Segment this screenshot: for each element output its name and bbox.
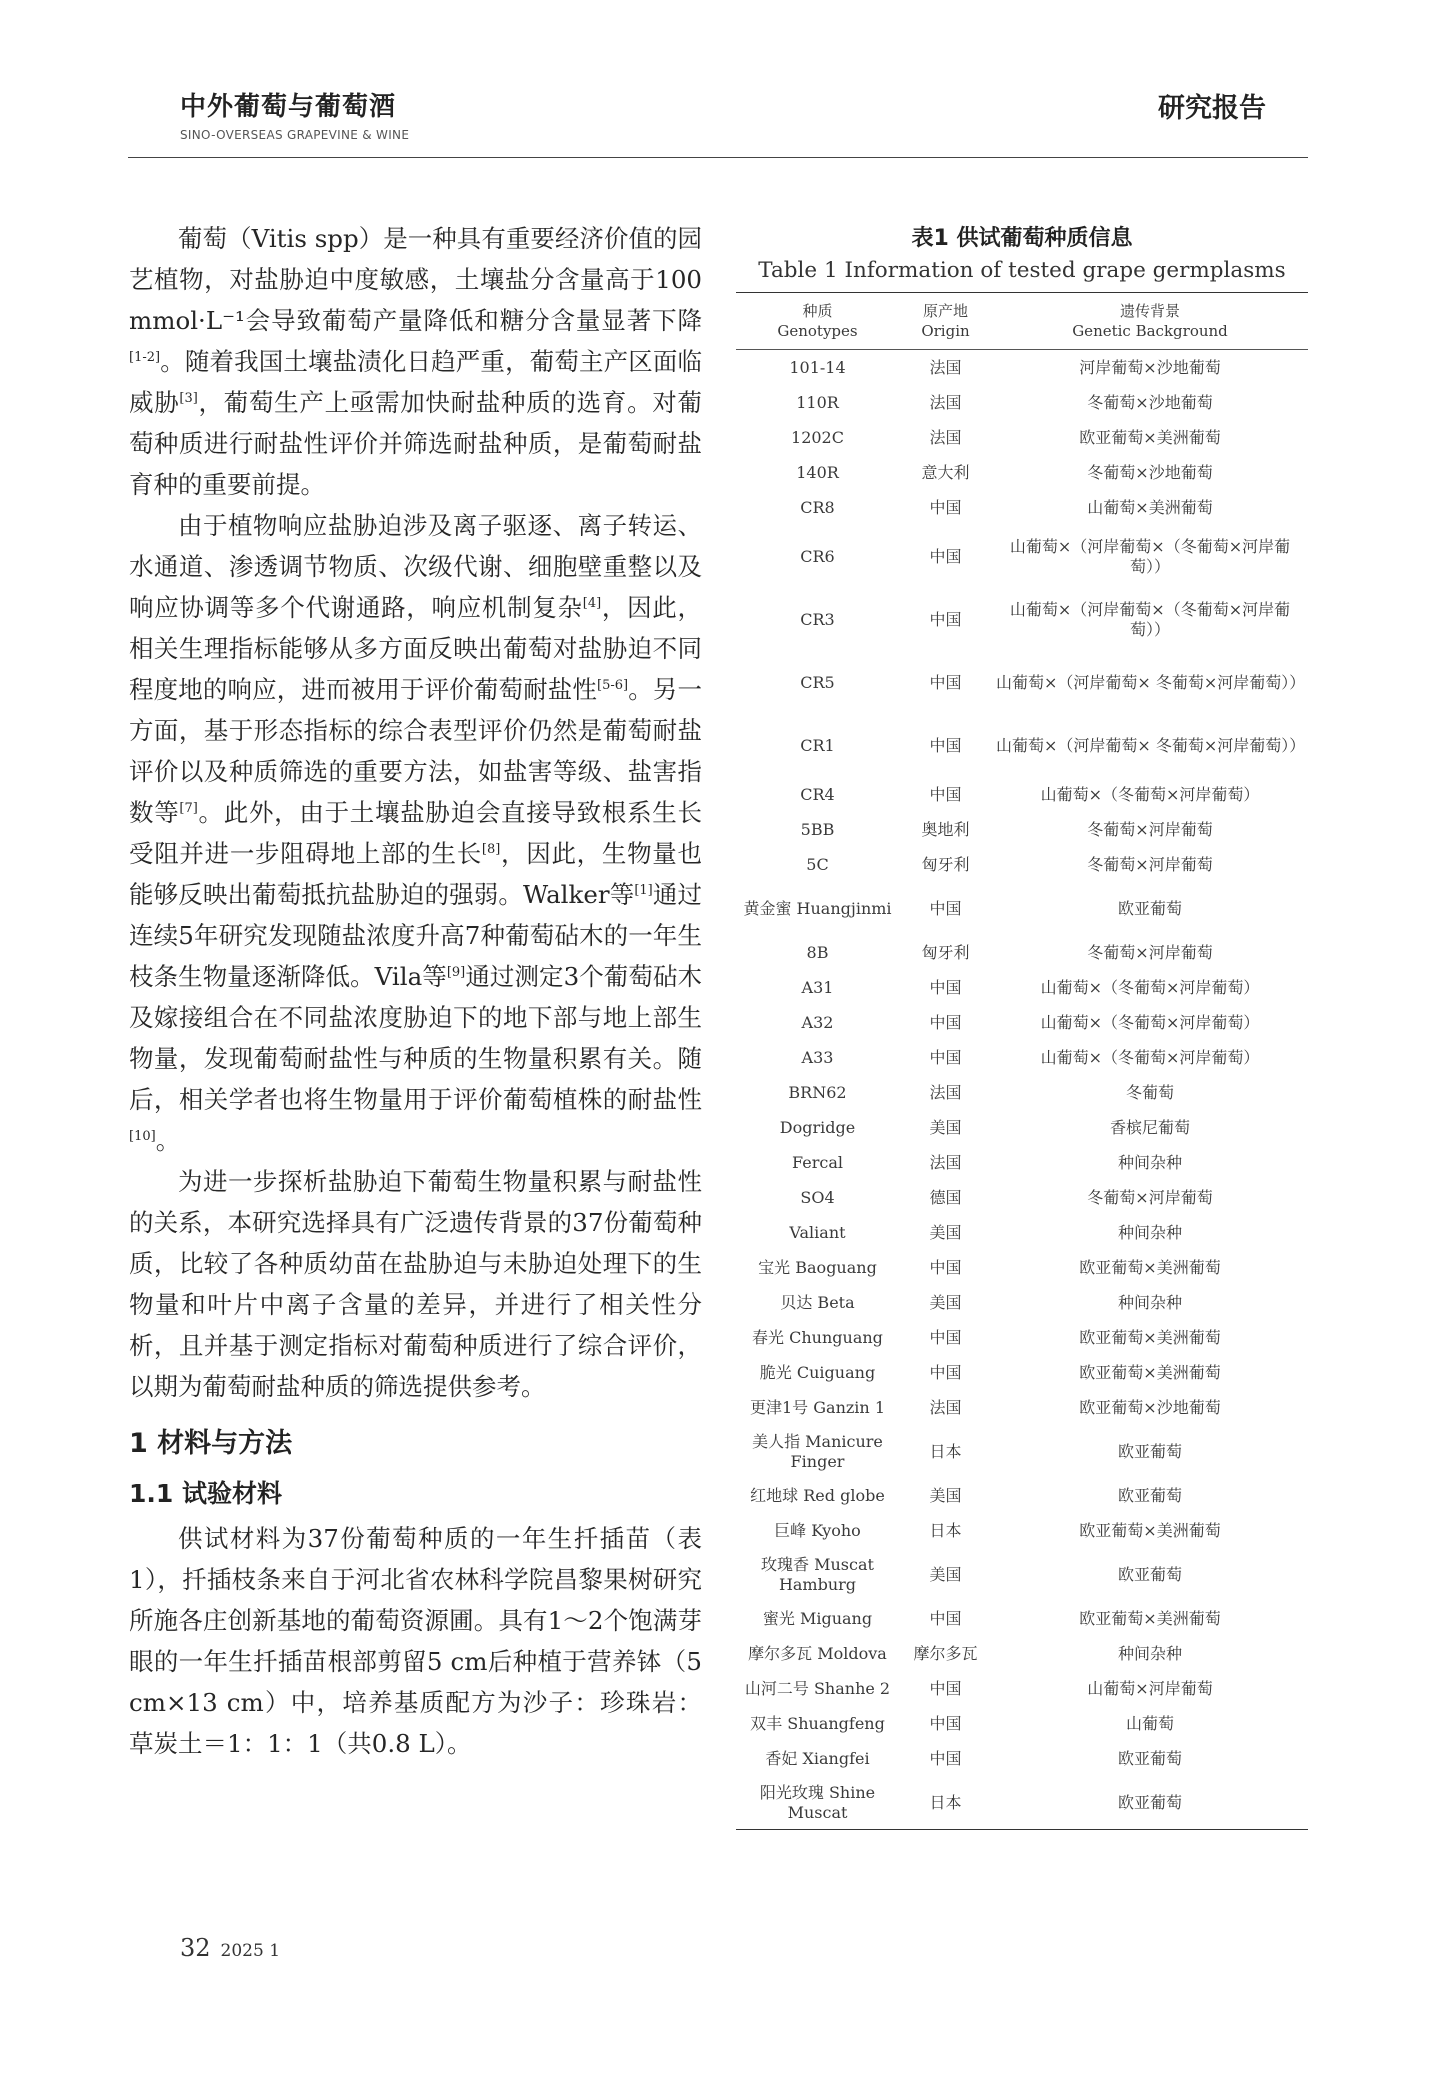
table-row (736, 651, 1308, 714)
cell-origin: 日本 (929, 1792, 962, 1812)
paragraph-materials: 供试材料为37份葡萄种质的一年生扦插苗（表1），扦插枝条来自于河北省农林科学院昌黎果树研究所施各庄创新基地的葡萄资源圃。具有1～2个饱满芽眼的一年生扦插苗根部剪留5 cm后种植于营养钵（5 cm×13 cm）中，培养基质配方为沙子：珍珠岩：草炭土＝1：1：1（共0.8 L）。 (129, 1524, 702, 1758)
cell-origin: 中国 (929, 1327, 962, 1347)
table-row (736, 1040, 1308, 1075)
cell-genotype: CR1 (800, 735, 835, 755)
cell-origin: 美国 (929, 1222, 962, 1242)
cell-background: 山葡萄×河岸葡萄 (1087, 1678, 1213, 1698)
table-body (736, 350, 1308, 1830)
cell-background: 冬葡萄×沙地葡萄 (1087, 392, 1213, 412)
subsection-heading: 1.1 试验材料 (129, 1479, 282, 1508)
table-row (736, 455, 1308, 490)
header-genotypes-en: Genotypes (777, 322, 858, 340)
cell-genotype: 双丰 Shuangfeng (750, 1713, 885, 1733)
cell-origin: 法国 (929, 427, 962, 447)
cell-genotype: 摩尔多瓦 Moldova (748, 1643, 887, 1663)
table-row (736, 935, 1308, 970)
header-origin-cn: 原产地 (922, 302, 968, 320)
cell-genotype: 5C (806, 854, 829, 874)
cell-origin: 匈牙利 (921, 854, 970, 874)
table-row (736, 1075, 1308, 1110)
cell-background: 欧亚葡萄×沙地葡萄 (1079, 1397, 1221, 1417)
cell-background: 欧亚葡萄×美洲葡萄 (1079, 1257, 1221, 1277)
table-row (736, 385, 1308, 420)
cell-genotype: 巨峰 Kyoho (774, 1520, 861, 1540)
cell-origin: 中国 (929, 1608, 962, 1628)
body-column (129, 218, 702, 1764)
table-bottom-rule (736, 1829, 1308, 1830)
cell-origin: 中国 (929, 1713, 962, 1733)
cell-origin: 法国 (929, 357, 962, 377)
cell-genotype: 101-14 (789, 357, 846, 377)
cell-origin: 美国 (929, 1292, 962, 1312)
table-row (736, 1215, 1308, 1250)
cell-origin: 中国 (929, 497, 962, 517)
cell-background: 山葡萄×（河岸葡萄× 冬葡萄×河岸葡萄）） (996, 672, 1306, 692)
cell-origin: 美国 (929, 1117, 962, 1137)
header-origin (899, 293, 992, 350)
cell-origin: 日本 (929, 1520, 962, 1540)
table-row (736, 1005, 1308, 1040)
cell-genotype: 5BB (800, 819, 835, 839)
cell-background: 冬葡萄×河岸葡萄 (1087, 854, 1213, 874)
cell-background: 山葡萄×（冬葡萄×河岸葡萄） (1040, 1012, 1260, 1032)
journal-title-en: SINO-OVERSEAS GRAPEVINE & WINE (180, 128, 410, 142)
table-row (736, 1110, 1308, 1145)
cell-origin: 法国 (929, 1082, 962, 1102)
table-row (736, 1671, 1308, 1706)
cell-genotype: 春光 Chunguang (752, 1327, 883, 1347)
section-heading: 1 材料与方法 (129, 1428, 293, 1459)
table-row (736, 1513, 1308, 1548)
cell-genotype: CR6 (800, 546, 835, 566)
cell-genotype: SO4 (800, 1187, 835, 1207)
cell-genotype: 宝光 Baoguang (758, 1257, 877, 1277)
cell-origin: 美国 (929, 1564, 962, 1584)
cell-genotype: 蜜光 Miguang (762, 1608, 873, 1628)
cell-origin: 法国 (929, 1397, 962, 1417)
cell-background: 欧亚葡萄×美洲葡萄 (1079, 427, 1221, 447)
cell-genotype: 阳光玫瑰 Shine Muscat (759, 1782, 876, 1822)
table-container (736, 222, 1308, 1830)
cell-background: 山葡萄×（河岸葡萄×（冬葡萄×河岸葡萄）） (1009, 536, 1291, 576)
table-title-cn: 表1 供试葡萄种质信息 (911, 226, 1133, 251)
cell-origin: 中国 (929, 672, 962, 692)
cell-origin: 匈牙利 (921, 942, 970, 962)
cell-background: 山葡萄×（河岸葡萄× 冬葡萄×河岸葡萄）） (996, 735, 1306, 755)
cell-background: 山葡萄×（冬葡萄×河岸葡萄） (1040, 1047, 1260, 1067)
cell-background: 冬葡萄×河岸葡萄 (1087, 1187, 1213, 1207)
cell-genotype: 美人指 Manicure Finger (752, 1431, 883, 1471)
cell-background: 欧亚葡萄 (1117, 1441, 1182, 1461)
cell-origin: 中国 (929, 898, 962, 918)
cell-genotype: BRN62 (788, 1082, 847, 1102)
header-background-cn: 遗传背景 (1119, 302, 1180, 320)
cell-origin: 美国 (929, 1485, 962, 1505)
cell-background: 种间杂种 (1117, 1152, 1182, 1172)
page-number: 32 (180, 1934, 211, 1962)
cell-genotype: CR3 (800, 609, 835, 629)
cell-background: 山葡萄×（冬葡萄×河岸葡萄） (1040, 977, 1260, 997)
cell-genotype: 脆光 Cuiguang (759, 1362, 876, 1382)
table-row (736, 490, 1308, 525)
table-row (736, 882, 1308, 935)
section-tag: 研究报告 (1158, 93, 1266, 124)
cell-genotype: 8B (806, 942, 829, 962)
cell-background: 欧亚葡萄 (1117, 1564, 1182, 1584)
header-genetic-background (992, 293, 1308, 350)
header-origin-en: Origin (921, 322, 970, 340)
cell-background: 山葡萄×美洲葡萄 (1087, 497, 1213, 517)
journal-title-cn: 中外葡萄与葡萄酒 (180, 92, 397, 122)
cell-background: 冬葡萄 (1125, 1082, 1174, 1102)
table-row (736, 970, 1308, 1005)
cell-genotype: 贝达 Beta (780, 1292, 855, 1312)
cell-genotype: CR8 (800, 497, 835, 517)
table-row (736, 1145, 1308, 1180)
cell-origin: 中国 (929, 1257, 962, 1277)
table-row (736, 1390, 1308, 1425)
cell-origin: 中国 (929, 784, 962, 804)
table-row (736, 1425, 1308, 1478)
cell-genotype: 玫瑰香 Muscat Hamburg (761, 1554, 874, 1594)
table-header-row (736, 293, 1308, 350)
cell-origin: 中国 (929, 1748, 962, 1768)
cell-origin: 意大利 (921, 462, 970, 482)
cell-origin: 法国 (929, 1152, 962, 1172)
cell-background: 欧亚葡萄×美洲葡萄 (1079, 1327, 1221, 1347)
table-row (736, 1180, 1308, 1215)
cell-origin: 法国 (929, 392, 962, 412)
table-row (736, 1355, 1308, 1390)
table-row (736, 777, 1308, 812)
cell-background: 河岸葡萄×沙地葡萄 (1079, 357, 1221, 377)
cell-origin: 德国 (929, 1187, 962, 1207)
header-genotypes-cn: 种质 (802, 302, 833, 320)
table-title-en: Table 1 Information of tested grape germplasms (758, 258, 1286, 283)
cell-genotype: Fercal (792, 1152, 843, 1172)
cell-genotype: 山河二号 Shanhe 2 (744, 1678, 891, 1698)
table-row (736, 1250, 1308, 1285)
cell-genotype: Dogridge (779, 1117, 856, 1137)
cell-background: 欧亚葡萄 (1117, 1792, 1182, 1812)
cell-origin: 中国 (929, 609, 962, 629)
cell-origin: 日本 (929, 1441, 962, 1461)
table-row (736, 350, 1308, 385)
header-genotypes (736, 293, 899, 350)
table-row (736, 420, 1308, 455)
table-row (736, 1548, 1308, 1601)
cell-genotype: 1202C (791, 427, 844, 447)
cell-background: 种间杂种 (1117, 1292, 1182, 1312)
germplasm-table (736, 293, 1308, 1829)
cell-background: 冬葡萄×沙地葡萄 (1087, 462, 1213, 482)
cell-genotype: A31 (801, 977, 834, 997)
cell-genotype: 110R (796, 392, 839, 412)
cell-background: 欧亚葡萄 (1117, 1485, 1182, 1505)
cell-background: 欧亚葡萄×美洲葡萄 (1079, 1520, 1221, 1540)
cell-genotype: 黄金蜜 Huangjinmi (743, 898, 892, 918)
table-row (736, 714, 1308, 777)
cell-background: 欧亚葡萄×美洲葡萄 (1079, 1362, 1221, 1382)
cell-origin: 中国 (929, 546, 962, 566)
paragraph-intro: 葡萄（Vitis spp）是一种具有重要经济价值的园艺植物，对盐胁迫中度敏感，土壤盐分含量高于100 mmol·L⁻¹会导致葡萄产量降低和糖分含量显著下降[1-2]。随着我国土壤盐渍化日趋严重，葡萄主产区面临威胁[3]，葡萄生产上亟需加快耐盐种质的选育。对葡萄种质进行耐盐性评价并筛选耐盐种质，是葡萄耐盐育种的重要前提。 (129, 224, 703, 499)
cell-genotype: 红地球 Red globe (750, 1485, 885, 1505)
cell-origin: 中国 (929, 735, 962, 755)
header-divider (128, 157, 1308, 158)
paragraph-objective: 为进一步探析盐胁迫下葡萄生物量积累与耐盐性的关系，本研究选择具有广泛遗传背景的37份葡萄种质，比较了各种质幼苗在盐胁迫与未胁迫处理下的生物量和叶片中离子含量的差异，并进行了相关性分析，且并基于测定指标对葡萄种质进行了综合评价，以期为葡萄耐盐种质的筛选提供参考。 (129, 1167, 702, 1401)
cell-background: 种间杂种 (1117, 1643, 1182, 1663)
page-footer (180, 1934, 280, 1962)
table-row (736, 847, 1308, 882)
table-row (736, 1601, 1308, 1636)
cell-background: 香槟尼葡萄 (1109, 1117, 1190, 1137)
issue-label: 2025 1 (220, 1941, 281, 1961)
cell-genotype: 140R (796, 462, 839, 482)
cell-background: 山葡萄×（河岸葡萄×（冬葡萄×河岸葡萄）） (1009, 599, 1291, 639)
cell-origin: 摩尔多瓦 (913, 1643, 978, 1663)
cell-origin: 中国 (929, 1678, 962, 1698)
cell-background: 种间杂种 (1117, 1222, 1182, 1242)
cell-origin: 奥地利 (921, 819, 970, 839)
header-background-en: Genetic Background (1072, 322, 1228, 340)
cell-background: 山葡萄 (1125, 1713, 1174, 1733)
table-row (736, 1478, 1308, 1513)
cell-background: 山葡萄×（冬葡萄×河岸葡萄） (1040, 784, 1260, 804)
cell-genotype: CR4 (800, 784, 835, 804)
table-row (736, 588, 1308, 651)
table-row (736, 1320, 1308, 1355)
cell-genotype: 香妃 Xiangfei (765, 1748, 870, 1768)
cell-genotype: Valiant (789, 1222, 846, 1242)
table-row (736, 1706, 1308, 1741)
table-row (736, 525, 1308, 588)
cell-background: 欧亚葡萄×美洲葡萄 (1079, 1608, 1221, 1628)
cell-genotype: 更津1号 Ganzin 1 (749, 1397, 885, 1417)
table-row (736, 1285, 1308, 1320)
cell-origin: 中国 (929, 1047, 962, 1067)
page-header (128, 80, 1308, 158)
cell-background: 欧亚葡萄 (1117, 898, 1182, 918)
paragraph-background: 由于植物响应盐胁迫涉及离子驱逐、离子转运、水通道、渗透调节物质、次级代谢、细胞壁重整以及响应协调等多个代谢通路，响应机制复杂[4]，因此，相关生理指标能够从多方面反映出葡萄对盐胁迫不同程度地的响应，进而被用于评价葡萄耐盐性[5-6]。另一方面，基于形态指标的综合表型评价仍然是葡萄耐盐评价以及种质筛选的重要方法，如盐害等级、盐害指数等[7]。此外，由于土壤盐胁迫会直接导致根系生长受阻并进一步阻碍地上部的生长[8]，因此，生物量也能够反映出葡萄抵抗盐胁迫的强弱。Walker等[1]通过连续5年研究发现随盐浓度升高7种葡萄砧木的一年生枝条生物量逐渐降低。Vila等[9]通过测定3个葡萄砧木及嫁接组合在不同盐浓度胁迫下的地下部与地上部生物量，发现葡萄耐盐性与种质的生物量积累有关。随后，相关学者也将生物量用于评价葡萄植株的耐盐性[10]。 (129, 511, 703, 1155)
table-row (736, 1741, 1308, 1776)
cell-genotype: A33 (801, 1047, 834, 1067)
cell-background: 欧亚葡萄 (1117, 1748, 1182, 1768)
cell-genotype: A32 (801, 1012, 834, 1032)
cell-genotype: CR5 (800, 672, 835, 692)
table-row (736, 1636, 1308, 1671)
table-row (736, 812, 1308, 847)
cell-background: 冬葡萄×河岸葡萄 (1087, 819, 1213, 839)
cell-background: 冬葡萄×河岸葡萄 (1087, 942, 1213, 962)
table-row (736, 1776, 1308, 1829)
cell-origin: 中国 (929, 1012, 962, 1032)
cell-origin: 中国 (929, 977, 962, 997)
cell-origin: 中国 (929, 1362, 962, 1382)
